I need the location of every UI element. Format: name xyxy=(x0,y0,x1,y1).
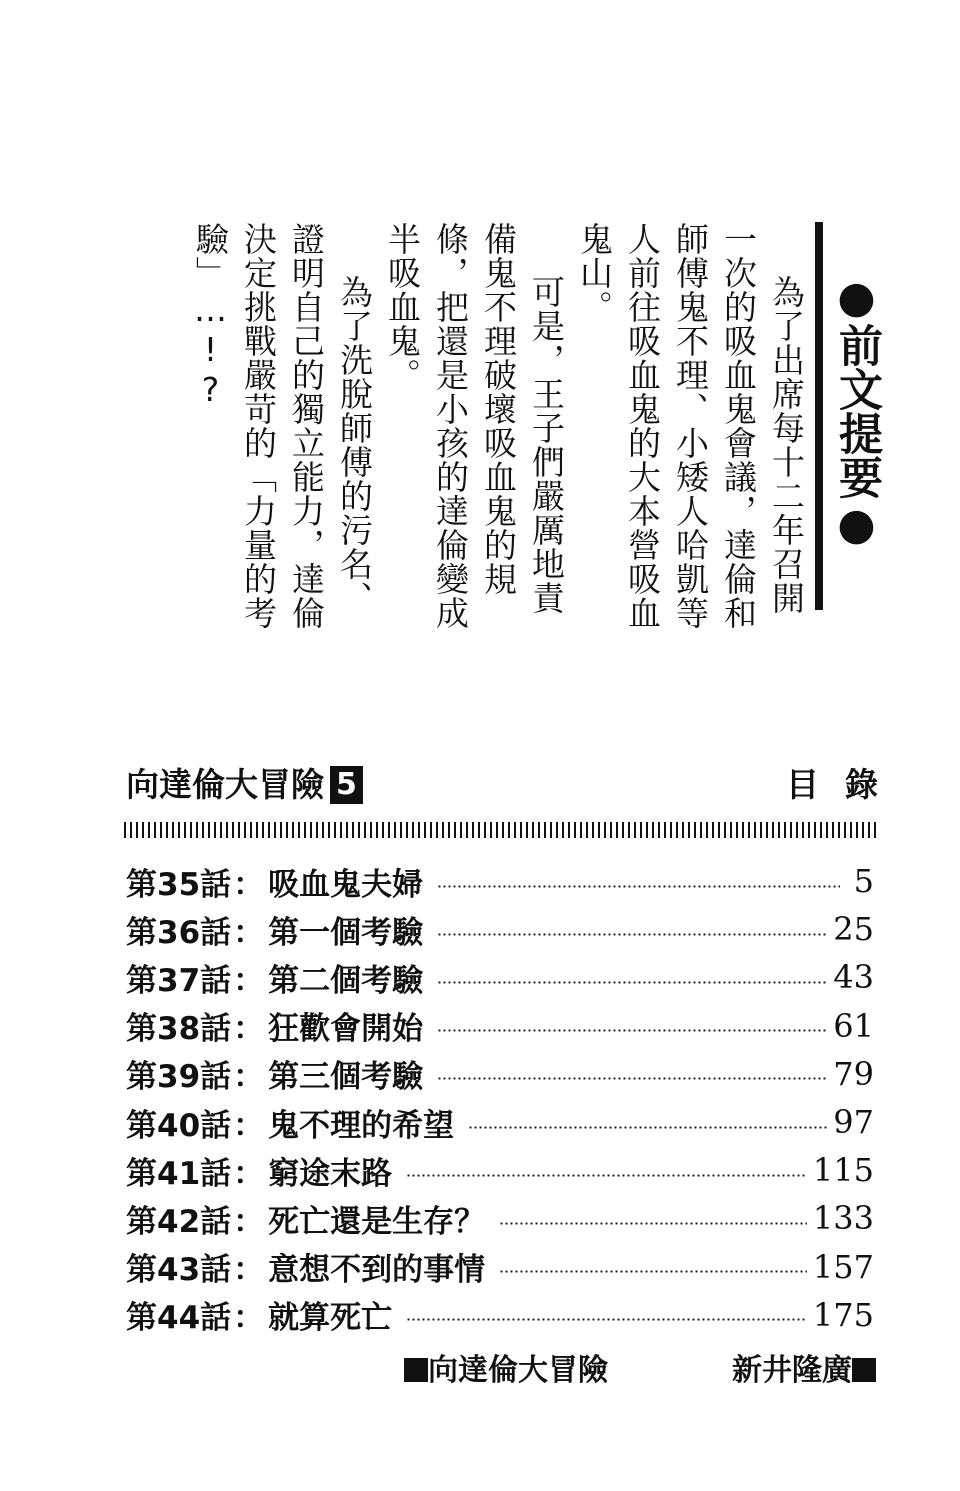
toc-chapter: 第37話 xyxy=(126,962,232,999)
toc-chapter: 第43話 xyxy=(126,1252,232,1289)
toc-list xyxy=(126,857,874,1339)
square-bullet-icon xyxy=(404,1358,428,1382)
toc-page: 61 xyxy=(833,1006,874,1045)
toc-chapter: 第42話 xyxy=(126,1203,232,1240)
toc-title: 鬼不理的希望 xyxy=(268,1107,455,1144)
toc-row[interactable] xyxy=(126,1146,874,1194)
toc-chapter: 第41話 xyxy=(126,1155,232,1192)
footer-author-text: 新井隆廣 xyxy=(732,1353,852,1388)
toc-row[interactable] xyxy=(126,953,874,1001)
synopsis-paragraph-2: 可是，王子們嚴厲地責備鬼不理破壞吸血鬼的規條，把還是小孩的達倫變成半吸血鬼。 xyxy=(383,222,566,630)
toc-title: 意想不到的事情 xyxy=(268,1252,486,1289)
hatch-divider xyxy=(124,822,876,838)
toc-row[interactable] xyxy=(126,1050,874,1098)
synopsis-paragraph-1: 為了出席每十二年召開一次的吸血鬼會議，達倫和師傅鬼不理、小矮人哈凱等人前往吸血鬼的大本營吸血鬼山。 xyxy=(575,222,806,630)
toc-page: 97 xyxy=(833,1103,874,1142)
square-bullet-icon xyxy=(852,1358,876,1382)
toc-page: 175 xyxy=(812,1295,874,1334)
toc-leader-dots xyxy=(406,1174,807,1177)
toc-leader-dots xyxy=(437,885,840,888)
toc-page: 5 xyxy=(853,862,874,901)
toc-title: 死亡還是生存？ xyxy=(268,1203,486,1240)
toc-separator: ： xyxy=(233,1107,265,1144)
toc-chapter: 第38話 xyxy=(126,1011,232,1048)
toc-row[interactable] xyxy=(126,1291,874,1339)
toc-page: 43 xyxy=(833,958,874,997)
toc-title: 第一個考驗 xyxy=(268,914,424,951)
toc-page: 79 xyxy=(833,1054,874,1093)
synopsis-divider-bar xyxy=(815,222,823,610)
toc-page: 115 xyxy=(812,1151,874,1190)
toc-chapter: 第36話 xyxy=(126,914,232,951)
toc-separator: ： xyxy=(233,1252,265,1289)
synopsis-title: ●前文提要● xyxy=(831,272,882,550)
toc-separator: ： xyxy=(233,914,265,951)
toc-header xyxy=(126,762,904,808)
toc-title: 就算死亡 xyxy=(268,1300,393,1337)
toc-leader-dots xyxy=(499,1222,807,1225)
toc-page: 157 xyxy=(812,1247,874,1286)
toc-chapter: 第39話 xyxy=(126,1059,232,1096)
footer-title xyxy=(404,1349,608,1393)
toc-separator: ： xyxy=(233,1011,265,1048)
toc-leader-dots xyxy=(437,1029,827,1032)
toc-separator: ： xyxy=(233,866,265,903)
toc-chapter: 第35話 xyxy=(126,866,232,903)
toc-row[interactable] xyxy=(126,905,874,953)
toc-separator: ： xyxy=(233,1203,265,1240)
toc-page: 133 xyxy=(812,1199,874,1238)
toc-row[interactable] xyxy=(126,1194,874,1242)
toc-leader-dots xyxy=(437,933,827,936)
toc-leader-dots xyxy=(437,981,827,984)
toc-row[interactable] xyxy=(126,1243,874,1291)
toc-separator: ： xyxy=(233,1059,265,1096)
toc-row[interactable] xyxy=(126,1002,874,1050)
toc-chapter: 第40話 xyxy=(126,1107,232,1144)
toc-leader-dots xyxy=(437,1077,827,1080)
toc-leader-dots xyxy=(499,1270,807,1273)
toc-leader-dots xyxy=(406,1318,807,1321)
contents-label: 目錄 xyxy=(786,765,904,804)
toc-leader-dots xyxy=(468,1126,827,1129)
footer-author xyxy=(732,1349,876,1393)
toc-title: 第二個考驗 xyxy=(268,962,424,999)
synopsis-paragraph-3: 為了洗脫師傅的污名、證明自己的獨立能力，達倫決定挑戰嚴苛的「力量的考驗」…!? xyxy=(191,222,374,630)
toc-separator: ： xyxy=(233,1300,265,1337)
toc-title: 狂歡會開始 xyxy=(268,1011,424,1048)
toc-page: 25 xyxy=(833,910,874,949)
book-title xyxy=(126,762,363,808)
footer-title-text: 向達倫大冒險 xyxy=(428,1353,608,1388)
volume-badge: 5 xyxy=(330,766,363,804)
toc-title: 窮途末路 xyxy=(268,1155,393,1192)
toc-separator: ： xyxy=(233,962,265,999)
toc-row[interactable] xyxy=(126,857,874,905)
footer xyxy=(404,1349,876,1393)
synopsis-body xyxy=(180,222,810,642)
book-title-text: 向達倫大冒險 xyxy=(126,765,324,804)
toc-separator: ： xyxy=(233,1155,265,1192)
toc-chapter: 第44話 xyxy=(126,1300,232,1337)
toc-title: 第三個考驗 xyxy=(268,1059,424,1096)
toc-title: 吸血鬼夫婦 xyxy=(268,866,424,903)
toc-row[interactable] xyxy=(126,1098,874,1146)
